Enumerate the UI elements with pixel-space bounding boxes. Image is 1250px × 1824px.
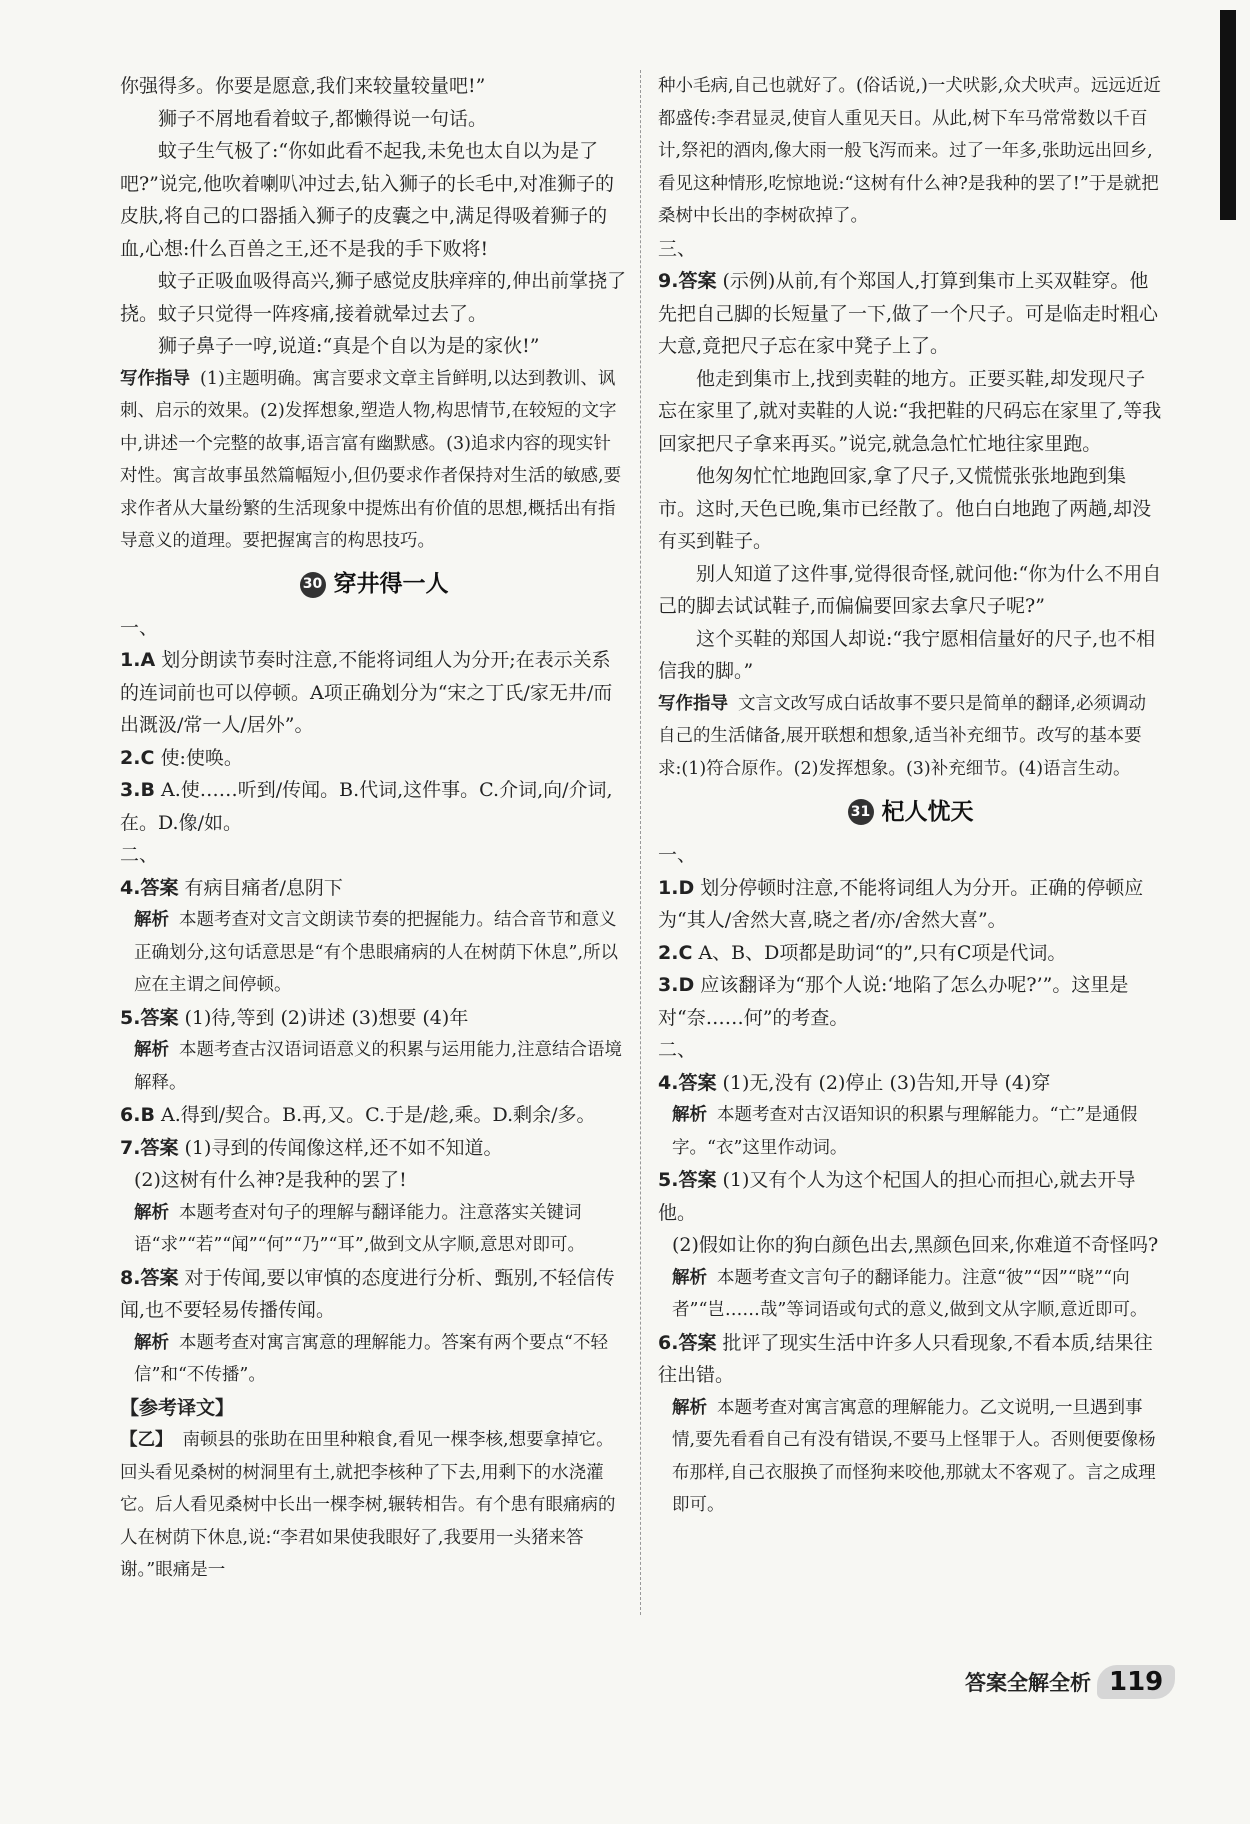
question-number: 1.A: [120, 649, 156, 671]
reference-text-continued: 种小毛病,自己也就好了。(俗话说,)一犬吠影,众犬吠声。远远近近都盛传:李君显灵,使盲人重见天日。从此,树下车马常常数以千百计,祭祀的酒肉,像大雨一般飞泻而来。过了一年多,张助远出回乡,看见这种情形,吃惊地说:“这树有什么神?是我种的罢了!”于是就把桑树中长出的李树砍掉了。: [658, 76, 1161, 226]
story-paragraph: 狮子不屑地看着蚊子,都懒得说一句话。: [158, 107, 488, 130]
question-number: 6.答案: [658, 1331, 717, 1354]
analysis-text: 本题考查文言句子的翻译能力。注意“彼”“因”“晓”“向者”“岂……哉”等词语或句式的意义,做到文从字顺,意近即可。: [672, 1267, 1148, 1320]
analysis-label: 解析: [134, 1202, 169, 1223]
question-number: 7.答案: [120, 1136, 179, 1159]
answer-text: A.使……听到/传闻。B.代词,这件事。C.介词,向/介词,在。D.像/如。: [120, 779, 613, 834]
story-line: 你强得多。你要是愿意,我们来较量较量吧!”: [120, 75, 486, 97]
analysis-text: 本题考查对文言文朗读节奏的把握能力。结合音节和意义正确划分,这句话意思是“有个患眼痛病的人在树荫下休息”,所以应在主谓之间停顿。: [134, 910, 619, 995]
analysis-label: 解析: [134, 910, 169, 930]
answer-paragraph: 这个买鞋的郑国人却说:“我宁愿相信量好的尺子,也不相信我的脚。”: [658, 627, 1156, 682]
answer-text: (1)寻到的传闻像这样,还不如不知道。: [184, 1136, 503, 1159]
answer-text: (示例)从前,有个郑国人,打算到集市上买双鞋穿。他先把自己脚的长短量了一下,做了一个尺子。可是临走时粗心大意,竟把尺子忘在家中凳子上了。: [658, 270, 1159, 357]
section-heading-31: [658, 785, 1163, 839]
analysis-text: 本题考查对句子的理解与翻译能力。注意落实关键词语“求”“若”“闻”“何”“乃”“耳”,做到文从字顺,意思对即可。: [134, 1202, 585, 1255]
footer-title: 答案全解全析: [965, 1671, 1091, 1695]
question-number: 3.B: [120, 779, 155, 801]
column-divider: [640, 70, 641, 1615]
reference-text: 南顿县的张助在田里种粮食,看见一棵李核,想要拿掉它。回头看见桑树的树洞里有土,就把李核种了下去,用剩下的水浇灌它。后人看见桑树中长出一棵李树,辗转相告。有个患有眼痛病的人在树荫下休息,说:“李君如果使我眼好了,我要用一头猪来答谢。”眼痛是一: [120, 1430, 616, 1580]
answer-text: 应该翻译为“那个人说:‘地陷了怎么办呢?’”。这里是对“奈……何”的考查。: [658, 974, 1129, 1029]
question-number: 9.答案: [658, 270, 717, 292]
answer-paragraph: 别人知道了这件事,觉得很奇怪,就问他:“你为什么不用自己的脚去试试鞋子,而偏偏要回家去拿尺子呢?”: [658, 562, 1162, 617]
analysis-text: 本题考查对寓言寓意的理解能力。乙文说明,一旦遇到事情,要先看看自己有没有错误,不要马上怪罪于人。否则便要像杨布那样,自己衣服换了而怪狗来咬他,那就太不客观了。言之成理即可。: [672, 1397, 1156, 1515]
writing-guide-text: 文言文改写成白话故事不要只是简单的翻译,必须调动自己的生活储备,展开联想和想象,适当补充细节。改写的基本要求:(1)符合原作。(2)发挥想象。(3)补充细节。(4)语言生动。: [658, 693, 1147, 779]
answer-paragraph: 他匆匆忙忙地跑回家,拿了尺子,又慌慌张张地跑到集市。这时,天色已晚,集市已经散了。他白白地跑了两趟,却没有买到鞋子。: [658, 465, 1152, 552]
question-number: 6.B: [120, 1104, 155, 1126]
analysis-text: 本题考查古汉语词语意义的积累与运用能力,注意结合语境解释。: [134, 1040, 623, 1093]
question-number: 5.答案: [120, 1006, 179, 1029]
section-title: 穿井得一人: [333, 571, 449, 598]
answer-text: A、B、D项都是助词“的”,只有C项是代词。: [698, 941, 1067, 964]
part-marker: 二、: [658, 1039, 697, 1061]
question-number: 1.D: [658, 876, 695, 899]
answer-text: 划分朗读节奏时注意,不能将词组人为分开;在表示关系的连词前也可以停顿。A项正确划分为“宋之丁氏/家无井/而出溉汲/常一人/居外”。: [120, 649, 613, 736]
analysis-label: 解析: [134, 1040, 169, 1060]
answer-text: 对于传闻,要以审慎的态度进行分析、甄别,不轻信传闻,也不要轻易传播传闻。: [120, 1266, 615, 1321]
section-number-badge: 31: [848, 799, 874, 825]
question-number: 3.D: [658, 974, 695, 996]
analysis-label: 解析: [672, 1267, 707, 1288]
analysis-text: 本题考查对古汉语知识的积累与理解能力。“亡”是通假字。“衣”这里作动词。: [672, 1105, 1138, 1158]
section-title: 杞人忧天: [881, 798, 974, 825]
analysis-label: 解析: [134, 1332, 169, 1353]
section-heading-30: [120, 558, 628, 612]
answer-text: (1)又有个人为这个杞国人的担心而担心,就去开导他。: [658, 1169, 1136, 1224]
page-footer: [965, 1665, 1175, 1699]
question-number: 8.答案: [120, 1266, 179, 1289]
analysis-label: 解析: [672, 1105, 707, 1125]
answer-text: 使:使唤。: [160, 746, 243, 769]
answer-text: (1)无,没有 (2)停止 (3)告知,开导 (4)穿: [722, 1071, 1051, 1094]
answer-text: 批评了现实生活中许多人只看现象,不看本质,结果往往出错。: [658, 1331, 1153, 1386]
edge-mark: [1220, 10, 1236, 220]
answer-paragraph: 他走到集市上,找到卖鞋的地方。正要买鞋,却发现尺子忘在家里了,就对卖鞋的人说:“我把鞋的尺码忘在家里了,等我回家把尺子拿来再买。”说完,就急急忙忙地往家里跑。: [658, 367, 1162, 455]
answer-text: 划分停顿时注意,不能将词组人为分开。正确的停顿应为“其人/舍然大喜,晓之者/亦/舍然大喜”。: [658, 876, 1144, 931]
writing-guide-label: 写作指导: [120, 368, 190, 389]
reference-translation-label: 【参考译文】: [120, 1396, 235, 1419]
writing-guide-text: (1)主题明确。寓言要求文章主旨鲜明,以达到教训、讽刺、启示的效果。(2)发挥想象,塑造人物,构思情节,在较短的文字中,讲述一个完整的故事,语言富有幽默感。(3)追求内容的现实针对性。寓言故事虽然篇幅短小,但仍要求作者保持对生活的敏感,要求作者从大量纷繁的生活现象中提炼出有价值的思想,概括出有指导意义的道理。要把握寓言的构思技巧。: [120, 368, 622, 551]
answer-text: (1)待,等到 (2)讲述 (3)想要 (4)年: [184, 1006, 469, 1029]
answer-text: (2)假如让你的狗白颜色出去,黑颜色回来,你难道不奇怪吗?: [672, 1234, 1159, 1256]
answer-text: 有病目痛者/息阴下: [184, 876, 343, 899]
writing-guide-label: 写作指导: [658, 693, 728, 714]
part-marker: 一、: [658, 844, 697, 866]
part-marker: 二、: [120, 844, 159, 866]
section-number-badge: 30: [300, 572, 326, 598]
question-number: 4.答案: [658, 1071, 717, 1094]
page-number: 119: [1097, 1665, 1175, 1699]
part-marker: 三、: [658, 237, 697, 260]
right-column: [658, 70, 1163, 1522]
analysis-text: 本题考查对寓言寓意的理解能力。答案有两个要点“不轻信”和“不传播”。: [134, 1332, 608, 1385]
story-paragraph: 蚊子正吸血吸得高兴,狮子感觉皮肤痒痒的,伸出前掌挠了挠。蚊子只觉得一阵疼痛,接着就晕过去了。: [120, 270, 627, 325]
story-paragraph: 狮子鼻子一哼,说道:“真是个自以为是的家伙!”: [158, 335, 540, 357]
part-marker: 一、: [120, 616, 159, 639]
question-number: 2.C: [658, 941, 693, 964]
left-column: [120, 70, 628, 1587]
answer-text: (2)这树有什么神?是我种的罢了!: [134, 1169, 407, 1191]
question-number: 5.答案: [658, 1169, 717, 1191]
question-number: 4.答案: [120, 876, 179, 899]
story-paragraph: 蚊子生气极了:“你如此看不起我,未免也太自以为是了吧?”说完,他吹着喇叭冲过去,钻入狮子的长毛中,对准狮子的皮肤,将自己的口器插入狮子的皮囊之中,满足得吸着狮子的血,心想:什么百兽之王,还不是我的手下败将!: [120, 140, 615, 260]
analysis-label: 解析: [672, 1397, 707, 1418]
question-number: 2.C: [120, 746, 155, 769]
answer-text: A.得到/契合。B.再,又。C.于是/趁,乘。D.剩余/多。: [160, 1104, 596, 1126]
reference-tag: 【乙】: [120, 1430, 173, 1450]
